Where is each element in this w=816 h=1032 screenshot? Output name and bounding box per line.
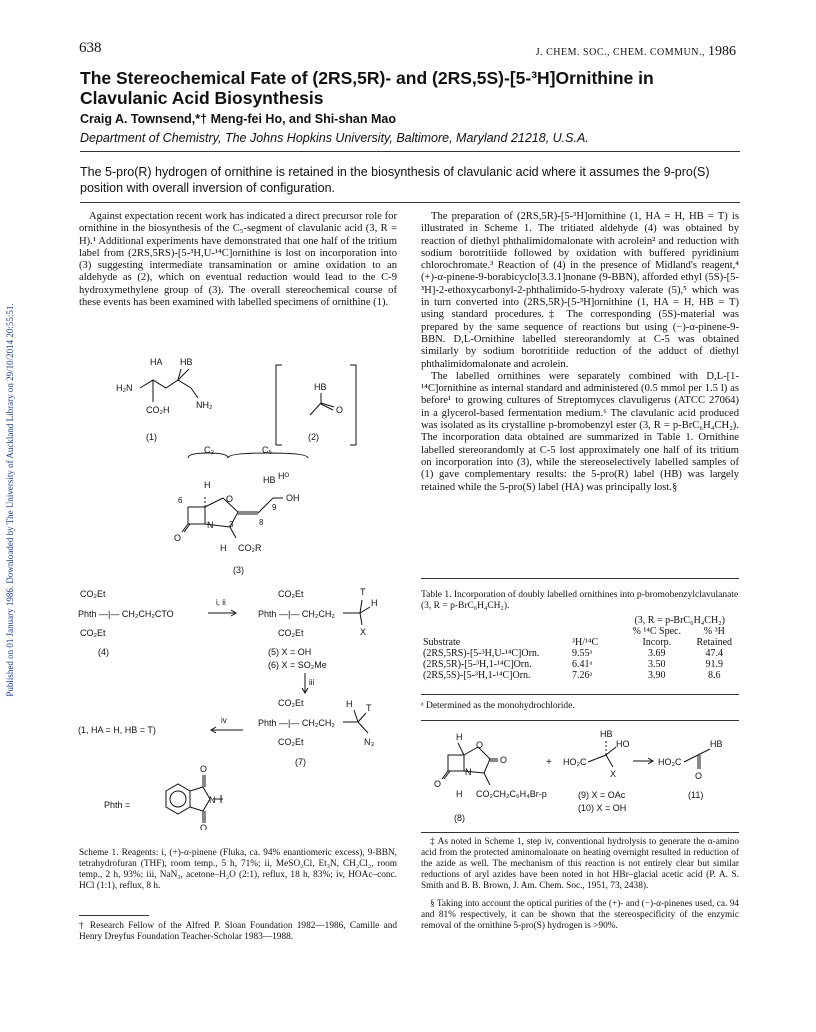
c11-hb: HB	[710, 739, 723, 749]
table-1	[421, 615, 739, 681]
download-notice-text: Published on 01 January 1986. Downloaded by The University of Auckland Library on 29/10/2014 20:55:51.	[5, 303, 15, 697]
c3-h-bottom-label: H	[220, 543, 227, 553]
table-1-grid	[421, 626, 739, 681]
table-row	[421, 648, 739, 659]
table-cell: (2RS,5S)-[5-³H,1-¹⁴C]Orn.	[423, 670, 531, 681]
c3-pos6-label: 6	[178, 496, 183, 505]
table-cell: (2RS,5RS)-[5-³H,U-¹⁴C]Orn.	[423, 648, 540, 659]
c8-substituent: CO₂CH₂C₆H₄Br-p	[476, 789, 547, 799]
journal-header	[536, 44, 736, 60]
download-notice-sidebar	[0, 150, 20, 850]
step-iii: iii	[309, 678, 315, 687]
c5-t-label: T	[360, 587, 366, 597]
table-cell: 3.69	[648, 648, 666, 659]
table-1-caption: Table 1. Incorporation of doubly labelled ornithines into p-bromobenzylclavulanate (3, R = p-BrC₆H₄CH₂).	[421, 590, 739, 611]
c3-pos8-label: 8	[259, 518, 264, 527]
c3-co2r-label: CO₂R	[238, 543, 262, 553]
table-cell: 91.9	[705, 659, 724, 670]
table-cell: 3.50	[648, 659, 666, 670]
c8-carbonyl-o: O	[500, 755, 508, 765]
abstract-rule	[80, 202, 740, 203]
c5-mid: Phth —|— CH₂CH₂	[258, 609, 335, 619]
c5-x-label: X	[360, 627, 367, 637]
step-iv: iv	[221, 716, 227, 725]
c1-hb-label: HB	[180, 357, 193, 367]
c4-mid: Phth —|— CH₂CH₂CTO	[78, 609, 174, 619]
c1-product: (1, HA = H, HB = T)	[78, 725, 156, 735]
article-affiliation: Department of Chemistry, The Johns Hopkins University, Baltimore, Maryland 21218, U.S.A.	[80, 131, 589, 145]
c7-label: (7)	[295, 757, 306, 767]
c5-h-label: H	[371, 598, 378, 608]
left-paragraph-1: Against expectation recent work has indicated a direct precursor role for ornithine in the biosynthesis of the C₅-segment of clavulanic acid (3, R = H).¹ Additional experiments have demonstrated that one half of the tritium label from (2RS,5RS)-[5-³H,U-¹⁴C]ornithine is lost on incorporation into (3) suggesting intermediate transamination or amine oxidation to an aldehyde as (2), which on eventual reduction would lead to the C-9 hydroxymethylene group of (3). The overall stereochemical course of these events has been examined with labelled specimens of ornithine (1).	[79, 211, 397, 309]
structure-8	[434, 732, 547, 823]
c3-n-label: N	[207, 520, 214, 530]
c3-h-label: H	[204, 480, 211, 490]
c2-hb-label: HB	[314, 382, 327, 392]
left-column-text	[79, 211, 397, 309]
table-header-cell: ³H/¹⁴C	[572, 637, 599, 648]
table-row	[421, 670, 739, 681]
scheme-1	[78, 587, 378, 830]
structure-2	[276, 365, 356, 445]
c5-bot: CO₂Et	[278, 628, 304, 638]
article-abstract: The 5-pro(R) hydrogen of ornithine is retained in the biosynthesis of clavulanic acid where it assumes the 9-pro(S) position with overall inversion of configuration.	[80, 165, 710, 195]
c2-compound-label: (2)	[308, 432, 319, 442]
c8-lactam-o: O	[434, 779, 442, 789]
c9-x: X	[610, 769, 617, 779]
table-row	[421, 659, 739, 670]
c7-bot: CO₂Et	[278, 737, 304, 747]
phth-o-bottom: O	[200, 823, 208, 830]
c10-label: (10) X = OH	[578, 803, 627, 813]
c3-carbonyl-o-label: O	[174, 533, 182, 543]
footnote-dagger	[79, 921, 397, 943]
table-header-cell	[570, 626, 624, 637]
article-title: The Stereochemical Fate of (2RS,5R)- and (2RS,5S)-[5-³H]Ornithine in Clavulanic Acid Biosynthesis	[80, 68, 654, 108]
journal-year: 1986	[708, 44, 736, 59]
c8-h-bottom: H	[456, 789, 463, 799]
c3-oh-label: OH	[286, 493, 300, 503]
c7-top: CO₂Et	[278, 698, 304, 708]
footnote-section-text: § Taking into account the optical purities of the (+)- and (−)-α-pinenes used, ca. 94 and 81% respectively, it can be shown that the stereospecificity of the enzymic removal of the ornithine 5-pro(S) hydrogen is >90%.	[421, 899, 739, 931]
footnote-dagger-text: † Research Fellow of the Alfred P. Sloan Foundation 1982—1986, Camille and Henry Dreyfus Foundation Teacher-Scholar 1983—1988.	[79, 921, 397, 942]
c1-ha-label: HA	[150, 357, 163, 367]
c9-hb: HB	[600, 729, 613, 739]
structure-11	[658, 739, 723, 800]
c8-compound-label: (8)	[454, 813, 465, 823]
table-footnote: ᵃ Determined as the monohydrochloride.	[421, 701, 575, 711]
table-header-cell: Incorp.	[642, 637, 672, 648]
c3-pos3-label: 3	[229, 520, 234, 529]
c8-h-label: H	[456, 732, 463, 742]
title-rule	[80, 151, 740, 152]
c3-c3-label: C₃	[204, 445, 215, 455]
c5-label: (5) X = OH	[268, 647, 312, 657]
scheme-1-caption: Scheme 1. Reagents: i, (+)-α-pinene (Fluka, ca. 94% enantiomeric excess), 9-BBN, tetrahydrofuran (THF), room temp., 5 h, 71%; ii, MeSO₂Cl, Et₃N, CH₂Cl₂, room temp., 2 h, 93%; iii, NaN₃, acetone–H₂O (2:1), reflux, 18 h, 83%; iv, HOAc–conc. HCl (1:1), reflux, 8 h.	[79, 848, 397, 891]
phth-def: Phth =	[104, 800, 131, 810]
c9-ho: HO	[616, 739, 630, 749]
c4-bot: CO₂Et	[80, 628, 106, 638]
page-number: 638	[79, 40, 102, 56]
article-authors: Craig A. Townsend,*† Meng-fei Ho, and Shi-shan Mao	[80, 112, 396, 126]
chemical-structures-figure	[78, 355, 403, 830]
c11-o: O	[695, 771, 703, 781]
c3-pos9-label: 9	[272, 503, 277, 512]
c3-hb-label: HB	[263, 475, 276, 485]
phth-o-top: O	[200, 764, 208, 774]
structure-1	[116, 357, 213, 442]
c11-ho2c: HO₂C	[658, 757, 682, 767]
c6-label: (6) X = SO₂Me	[268, 660, 327, 670]
footnote-rule-left	[79, 915, 149, 916]
c7-h-label: H	[346, 699, 353, 709]
degradation-scheme-figure	[418, 725, 740, 830]
c2-o-label: O	[336, 405, 344, 415]
table-cell: 47.4	[705, 648, 724, 659]
c3-ho-label: Hᴼ	[278, 471, 290, 481]
table-header-cell	[421, 626, 570, 637]
table-header-cell: % ³H	[703, 626, 725, 637]
c7-mid: Phth —|— CH₂CH₂	[258, 718, 335, 728]
table-cell: 6.41ᵃ	[572, 659, 593, 670]
c5-top: CO₂Et	[278, 589, 304, 599]
journal-name: J. CHEM. SOC., CHEM. COMMUN.,	[535, 47, 705, 58]
structure-9-10	[563, 729, 630, 813]
c3-ring-o-label: O	[226, 494, 234, 504]
right-paragraph-1: The preparation of (2RS,5R)-[5-³H]ornithine (1, HA = H, HB = T) is illustrated in Scheme 1. The tritiated aldehyde (4) was obtained by reaction of diethyl phthalimidomalonate with acrolein² and reduction with sodium borotritiide followed by oxidation with buffered pyridinium chlorochromate.³ Reaction of (4) in the presence of Midland's reagent,⁴ (+)-α-pinene-9-borabicyclo[3.3.1]nonane (9-BBN), afforded ethyl (5S)-[5-³H]-2-ethoxycarbonyl-2-phthalimido-5-hydroxy valerate (5),⁵ which was in turn converted into (2RS,5R)-[5-³H]ornithine (1, HA = H, HB = T) using standard procedures.‡ The corresponding (5S)-material was prepared by the same sequence of reactions but using (−)-α-pinene-9-BBN. D,L-Ornithine labelled stereorandomly at C-5 was obtained similarly by sodium borotritiide reduction of the adduct of diethyl phthalimidomalonate and acrolein.	[421, 211, 739, 370]
table-top-rule	[421, 578, 739, 579]
table-cell: 3.90	[648, 670, 666, 681]
c1-compound-label: (1)	[146, 432, 157, 442]
phth-n: N	[209, 795, 216, 805]
structure-3	[174, 445, 308, 575]
table-cell: 7.26ᵃ	[572, 670, 593, 681]
c1-h2n-label: H₂N	[116, 383, 133, 393]
c9-label: (9) X = OAc	[578, 790, 626, 800]
footnote-ddagger-text: ‡ As noted in Scheme 1, step iv, conventional hydrolysis to generate the α-amino acid from the protected aminomalonate on heating overnight resulted in reduction of the azide as well. The mechanism of this reaction is not entirely clear but similar reductions of aryl azides have been noted in hot HBr–glacial acetic acid (P. A. S. Smith and B. B. Brown, J. Am. Chem. Soc., 1951, 73, 2438).	[421, 837, 739, 891]
c8-n: N	[465, 767, 472, 777]
c3-compound-label: (3)	[233, 565, 244, 575]
table-header-cell: Retained	[696, 637, 733, 648]
table-cell: (2RS,5R)-[5-³H,1-¹⁴C]Orn.	[423, 659, 532, 670]
c7-t-label: T	[366, 703, 372, 713]
table-header-cell: % ¹⁴C Spec.	[632, 626, 681, 637]
footnotes-right	[421, 837, 739, 932]
table-header-row-2	[421, 637, 739, 648]
c7-n3-label: N₃	[364, 737, 375, 747]
c9-ho2c: HO₂C	[563, 757, 587, 767]
table-header-cell: Substrate	[423, 637, 461, 648]
step-i-ii: i, ii	[216, 598, 226, 607]
c1-nh2-label: NH₂	[196, 400, 213, 410]
c4-label: (4)	[98, 647, 109, 657]
footnote-rule-right	[421, 832, 739, 833]
right-paragraph-2: The labelled ornithines were separately combined with D,L-[1-¹⁴C]ornithine as internal standard and administered (0.5 mmol per 1.5 l) as before¹ to growing cultures of Streptomyces clavuligerus (ATCC 27064) in a glycerol-based fermentation medium.⁶ The clavulanic acid produced was isolated as its crystalline p-bromobenzyl ester (3, R = p-BrC₆H₄CH₂). The incorporation data obtained are summarized in Table 1. Ornithine labelled stereorandomly at C-5 lost approximately one half of its tritium on incorporation into (3), while the stereoselectively labelled samples of (1) gave complementary results: the 5-pro(R) label (HB) was largely retained while the 5-pro(S) label (HA) was principally lost.§	[421, 370, 739, 493]
c4-top: CO₂Et	[80, 589, 106, 599]
plus-sign: +	[546, 757, 552, 768]
table-group-header: (3, R = p-BrC₆H₄CH₂)	[634, 615, 725, 626]
c1-co2h-label: CO₂H	[146, 405, 170, 415]
c3-c5-label: C₅	[262, 445, 273, 455]
table-cell: 8.6	[708, 670, 721, 681]
table-header-row-1	[421, 626, 739, 637]
table-cell: 9.55ᵃ	[572, 648, 593, 659]
table-bottom-rule	[421, 694, 739, 695]
c8-ring-o: O	[476, 740, 484, 750]
right-column-text	[421, 211, 739, 494]
c11-label: (11)	[688, 790, 704, 800]
table-end-rule	[421, 720, 739, 721]
